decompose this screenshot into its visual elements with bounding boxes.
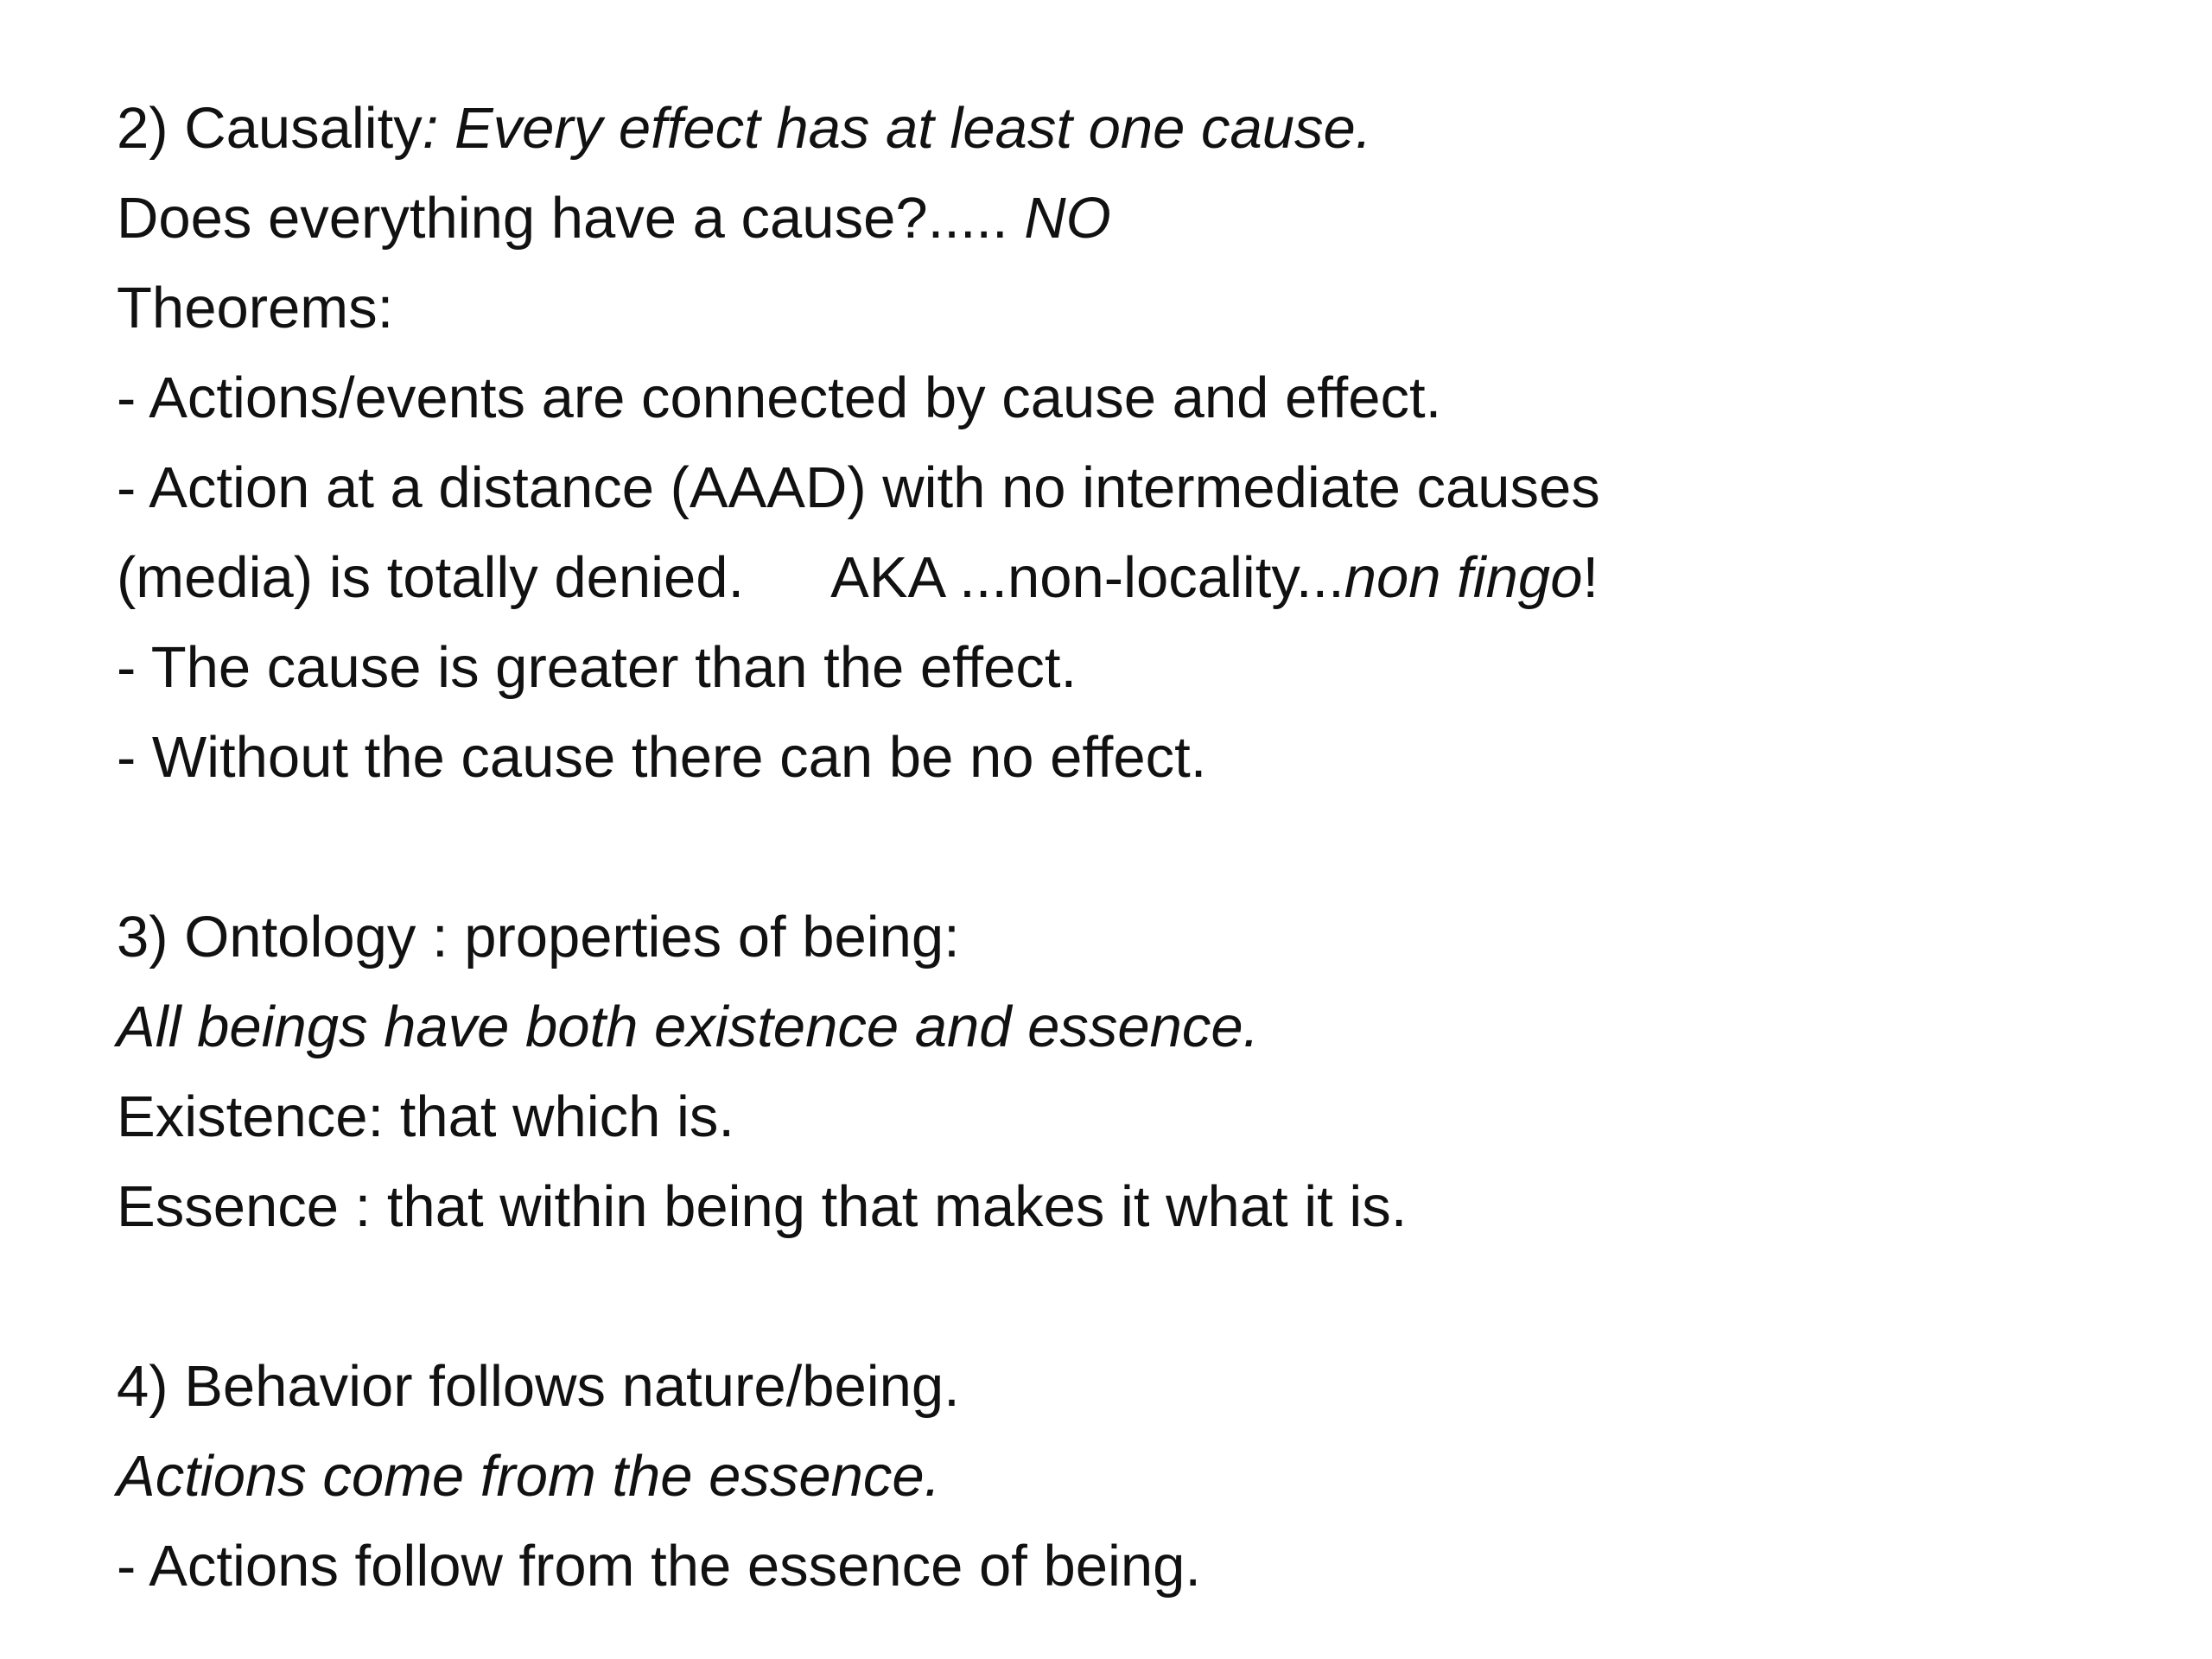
- causality-heading: 2) Causality: Every effect has at least one cause.: [117, 96, 1372, 161]
- theorem-item: - The cause is greater than the effect.: [117, 635, 1077, 700]
- theorem-item: - Action at a distance (AAAD) with no intermediate causes: [117, 455, 1600, 520]
- causality-statement: : Every effect has at least one cause.: [422, 96, 1372, 161]
- cause-question: Does everything have a cause?..... NO: [117, 186, 1111, 251]
- theorems-label: Theorems:: [117, 276, 394, 340]
- ontology-statement: All beings have both existence and essence.: [117, 995, 1260, 1059]
- cause-answer: NO: [1024, 186, 1111, 251]
- essence-definition: Essence : that within being that makes it what it is.: [117, 1174, 1408, 1239]
- behavior-statement: Actions come from the essence.: [117, 1444, 941, 1509]
- theorem-item-continued: (media) is totally denied. AKA ...non-locality...non fingo!: [117, 545, 1599, 610]
- theorem-item: - Actions/events are connected by cause and effect.: [117, 365, 1442, 430]
- non-fingo-phrase: non fingo: [1344, 545, 1583, 610]
- ontology-heading: 3) Ontology : properties of being:: [117, 905, 960, 969]
- behavior-heading: 4) Behavior follows nature/being.: [117, 1354, 960, 1419]
- existence-definition: Existence: that which is.: [117, 1084, 734, 1149]
- behavior-item: - Actions follow from the essence of being.: [117, 1534, 1202, 1599]
- slide-body: [117, 84, 2104, 1611]
- theorem-item: - Without the cause there can be no effect.: [117, 725, 1207, 790]
